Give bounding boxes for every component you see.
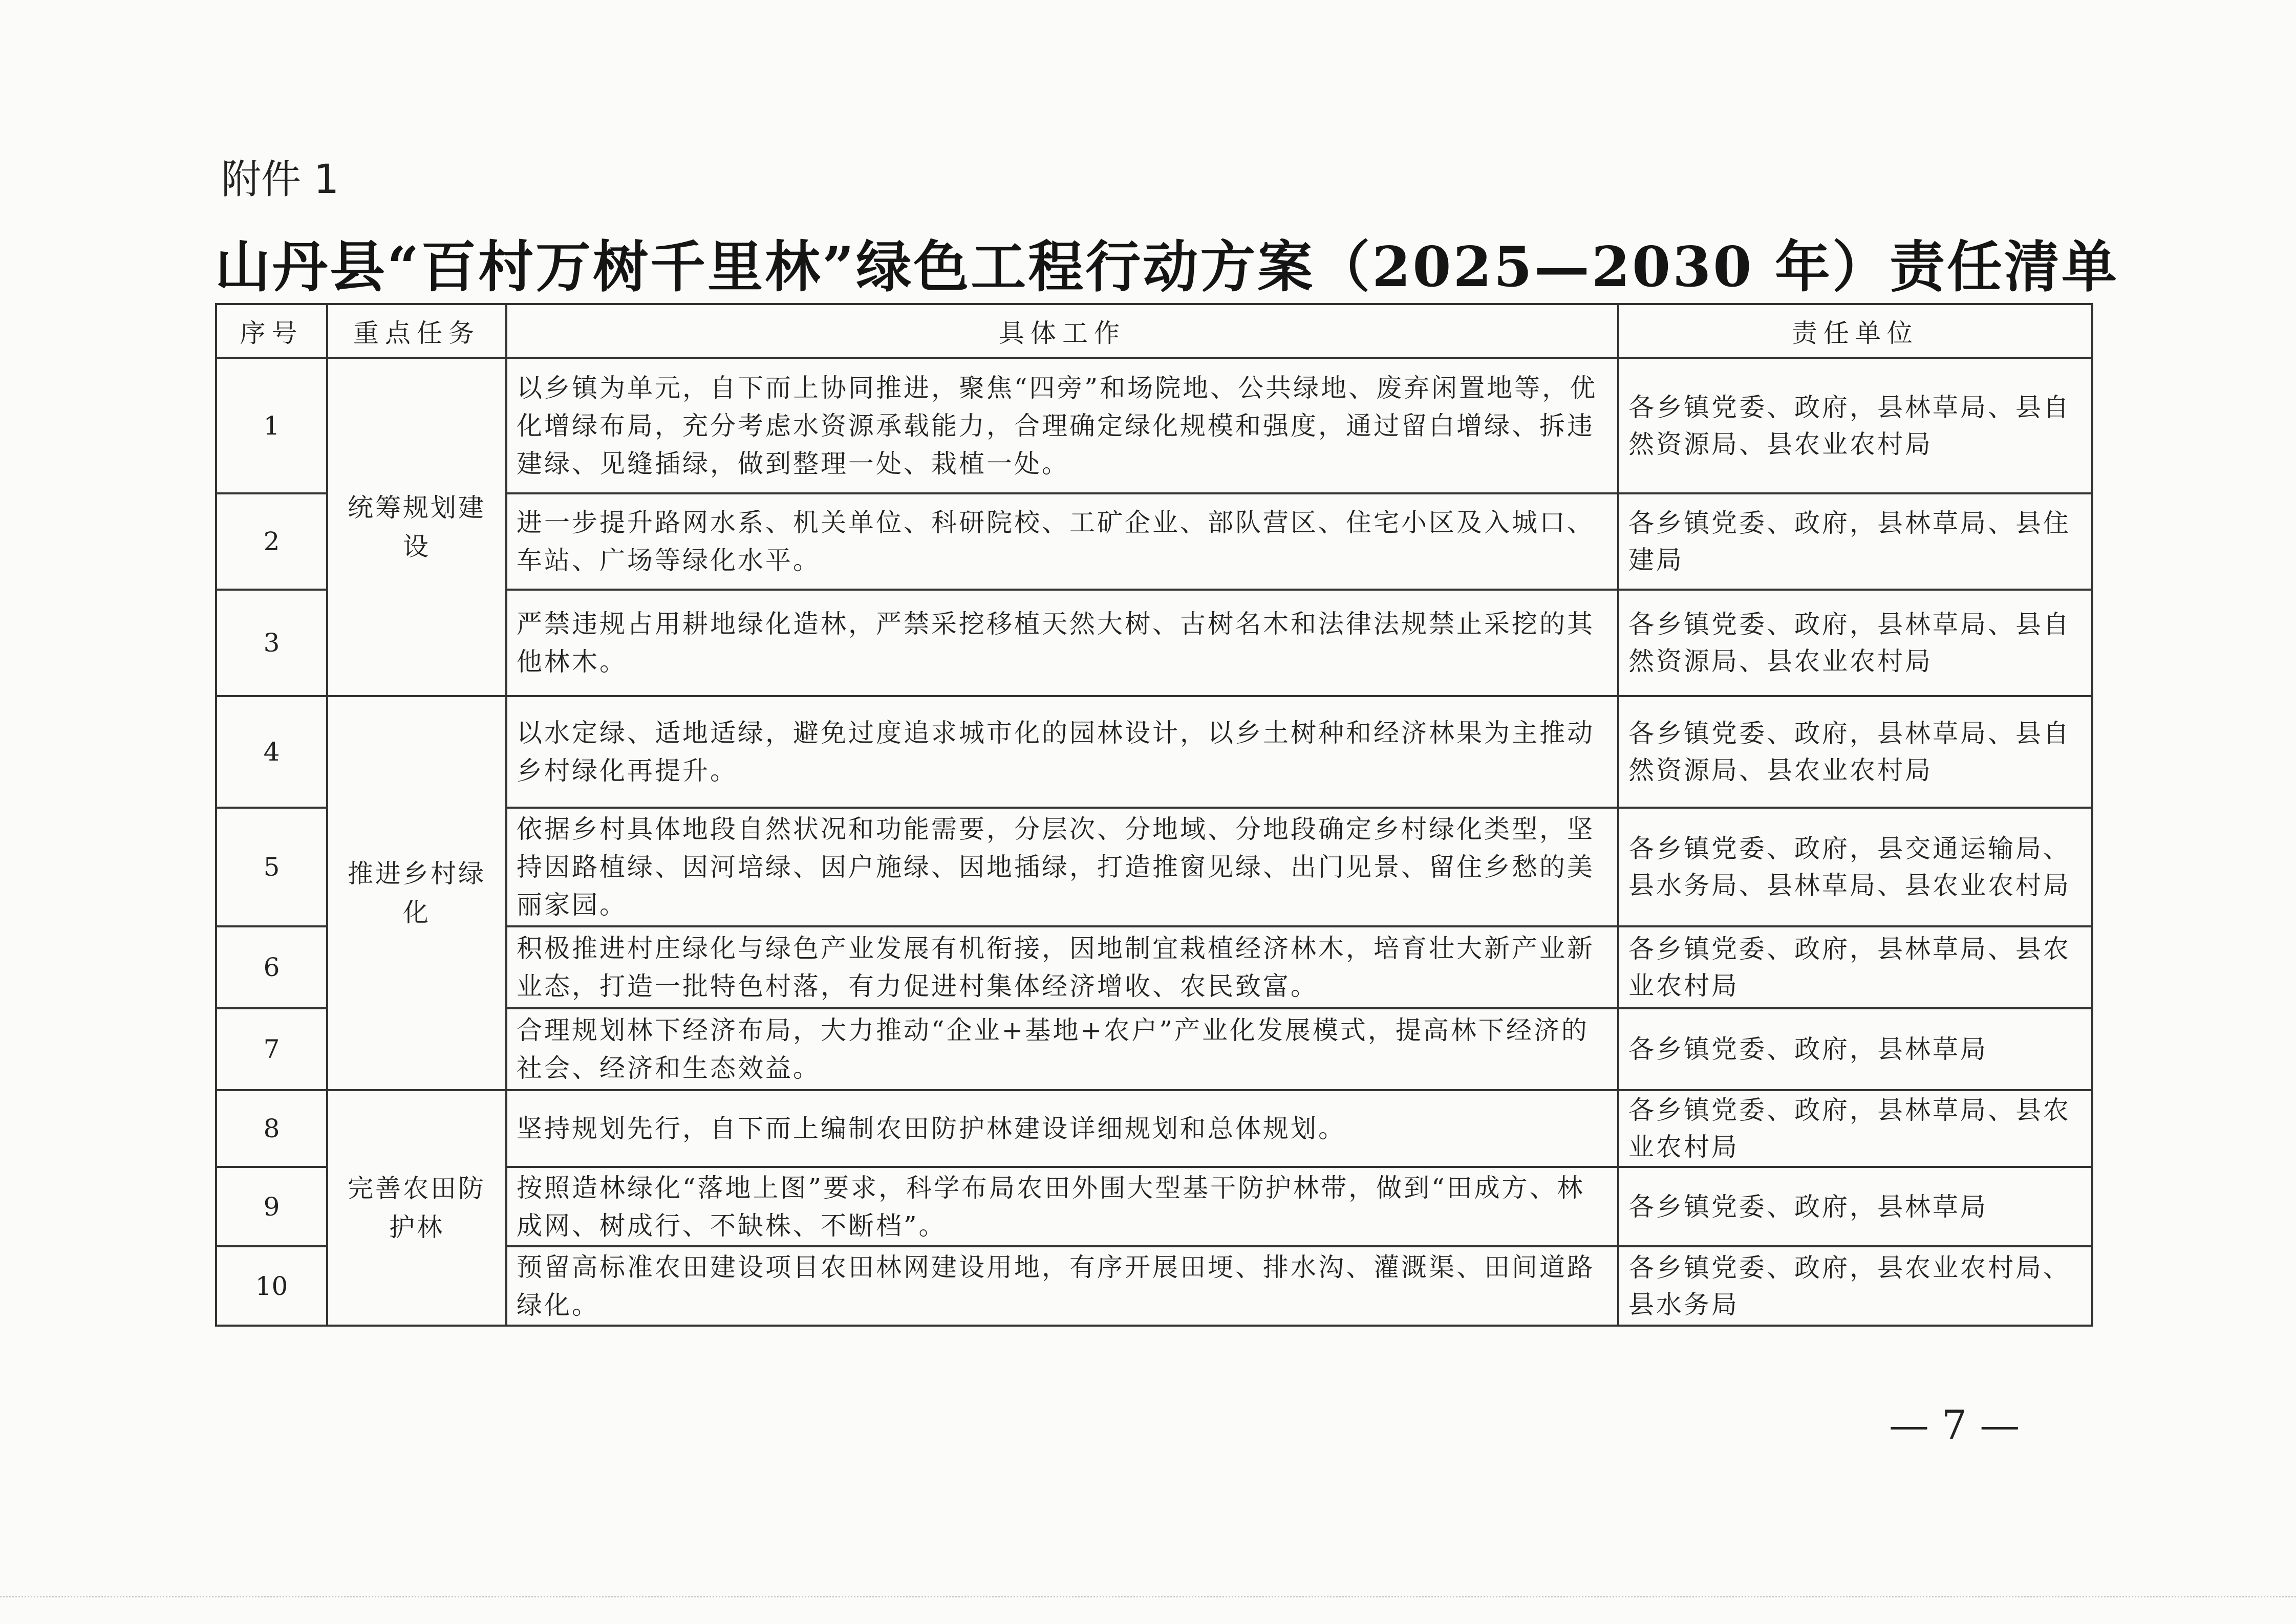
row-number: 7 [216, 1008, 327, 1090]
row-number: 3 [216, 590, 327, 696]
unit-cell: 各乡镇党委、政府，县林草局、县农业农村局 [1618, 926, 2092, 1008]
unit-cell: 各乡镇党委、政府，县农业农村局、县水务局 [1618, 1246, 2092, 1326]
work-cell: 预留高标准农田建设项目农田林网建设用地，有序开展田埂、排水沟、灌溉渠、田间道路绿化。 [506, 1246, 1618, 1326]
row-number: 9 [216, 1167, 327, 1246]
table-row [216, 696, 2092, 808]
row-number: 2 [216, 493, 327, 590]
unit-cell: 各乡镇党委、政府，县林草局、县农业农村局 [1618, 1090, 2092, 1167]
page-number: — 7 — [1889, 1402, 2020, 1448]
unit-cell: 各乡镇党委、政府，县林草局 [1618, 1167, 2092, 1246]
table-row [216, 1090, 2092, 1167]
row-number: 1 [216, 358, 327, 493]
document-title: 山丹县“百村万树千里林”绿色工程行动方案（2025—2030 年）责任清单 [215, 235, 2119, 299]
header-key-task: 重点任务 [327, 304, 506, 358]
work-cell: 严禁违规占用耕地绿化造林，严禁采挖移植天然大树、古树名木和法律法规禁止采挖的其他林木。 [506, 590, 1618, 696]
row-number: 10 [216, 1246, 327, 1326]
header-specific-work: 具体工作 [506, 304, 1618, 358]
work-cell: 以水定绿、适地适绿，避免过度追求城市化的园林设计，以乡土树种和经济林果为主推动乡村绿化再提升。 [506, 696, 1618, 808]
row-number: 4 [216, 696, 327, 808]
attachment-label: 附件 1 [221, 157, 339, 203]
task-group-rural-greening: 推进乡村绿化 [327, 696, 506, 1090]
work-cell: 合理规划林下经济布局，大力推动“企业+基地+农户”产业化发展模式，提高林下经济的社会、经济和生态效益。 [506, 1008, 1618, 1090]
header-number: 序号 [216, 304, 327, 358]
unit-cell: 各乡镇党委、政府，县林草局、县住建局 [1618, 493, 2092, 590]
task-group-farmland-shelterbelt: 完善农田防护林 [327, 1090, 506, 1326]
unit-cell: 各乡镇党委、政府，县交通运输局、县水务局、县林草局、县农业农村局 [1618, 808, 2092, 926]
unit-cell: 各乡镇党委、政府，县林草局 [1618, 1008, 2092, 1090]
task-group-planning: 统筹规划建设 [327, 358, 506, 696]
work-cell: 按照造林绿化“落地上图”要求，科学布局农田外围大型基干防护林带，做到“田成方、林成网、树成行、不缺株、不断档”。 [506, 1167, 1618, 1246]
page-bottom-rule [0, 1596, 2296, 1598]
work-cell: 依据乡村具体地段自然状况和功能需要，分层次、分地域、分地段确定乡村绿化类型，坚持因路植绿、因河培绿、因户施绿、因地插绿，打造推窗见绿、出门见景、留住乡愁的美丽家园。 [506, 808, 1618, 926]
responsibility-table [215, 303, 2093, 1327]
row-number: 6 [216, 926, 327, 1008]
unit-cell: 各乡镇党委、政府，县林草局、县自然资源局、县农业农村局 [1618, 358, 2092, 493]
work-cell: 坚持规划先行，自下而上编制农田防护林建设详细规划和总体规划。 [506, 1090, 1618, 1167]
work-cell: 积极推进村庄绿化与绿色产业发展有机衔接，因地制宜栽植经济林木，培育壮大新产业新业态，打造一批特色村落，有力促进村集体经济增收、农民致富。 [506, 926, 1618, 1008]
work-cell: 以乡镇为单元，自下而上协同推进，聚焦“四旁”和场院地、公共绿地、废弃闲置地等，优化增绿布局，充分考虑水资源承载能力，合理确定绿化规模和强度，通过留白增绿、拆违建绿、见缝插绿，做到整理一处、栽植一处。 [506, 358, 1618, 493]
table-header-row [216, 304, 2092, 358]
row-number: 5 [216, 808, 327, 926]
header-responsible-unit: 责任单位 [1618, 304, 2092, 358]
table-row [216, 358, 2092, 493]
row-number: 8 [216, 1090, 327, 1167]
unit-cell: 各乡镇党委、政府，县林草局、县自然资源局、县农业农村局 [1618, 696, 2092, 808]
work-cell: 进一步提升路网水系、机关单位、科研院校、工矿企业、部队营区、住宅小区及入城口、车站、广场等绿化水平。 [506, 493, 1618, 590]
unit-cell: 各乡镇党委、政府，县林草局、县自然资源局、县农业农村局 [1618, 590, 2092, 696]
